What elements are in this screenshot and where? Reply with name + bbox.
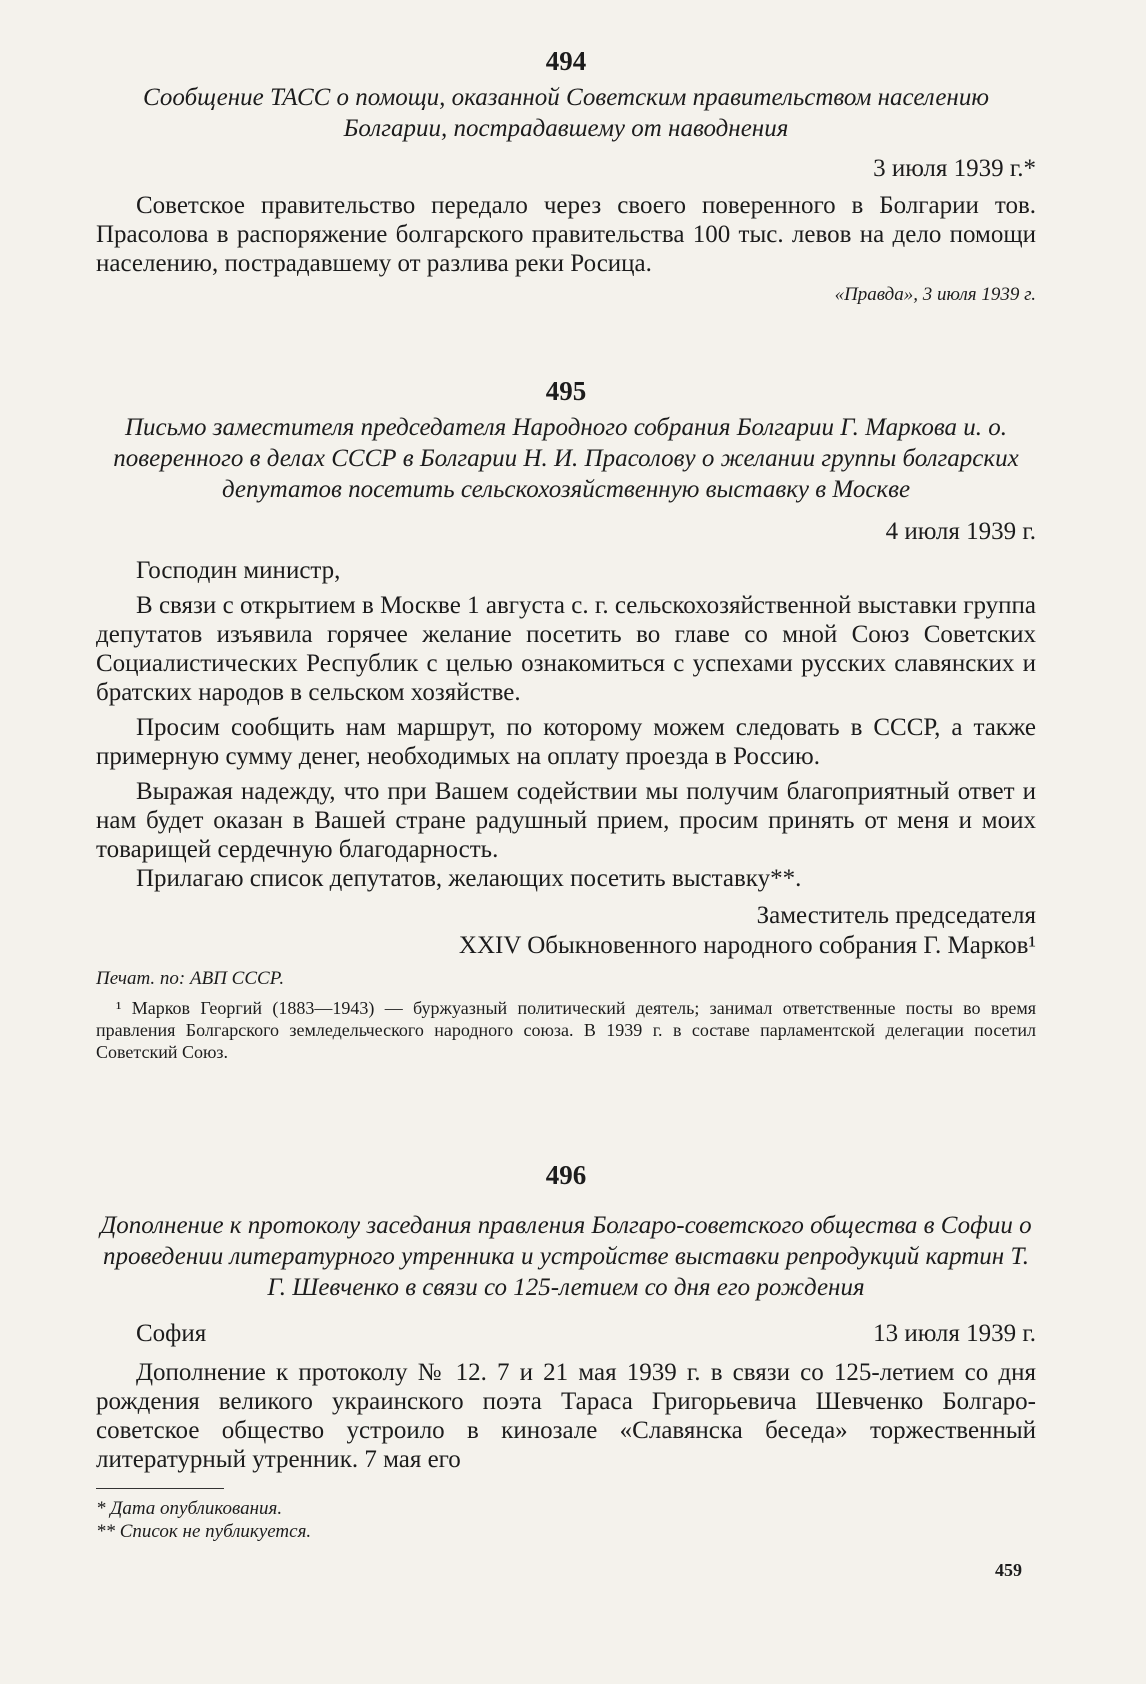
footnote-divider bbox=[96, 1488, 224, 1489]
document-body: Советское правительство передало через своего поверенного в Болгарии тов. Прасолова в распоряжение болгарского правительства 100 тыс. левов на дело помощи населению, пострадавшему от разлива реки Росица. bbox=[96, 192, 1036, 277]
document-title: Сообщение ТАСС о помощи, оказанной Советским правительством населению Болгарии, пострадавшему от наводнения bbox=[143, 84, 989, 142]
letter-salutation: Господин министр, bbox=[136, 557, 341, 584]
footnote-item: ** Список не публикуется. bbox=[96, 1521, 312, 1542]
document-number: 495 bbox=[545, 376, 587, 406]
page-footnotes bbox=[96, 1488, 1036, 1543]
letter-paragraph: В связи с открытием в Москве 1 августа с. г. сельскохозяйственной выставки группа депутатов изъявила горячее желание посетить во главе со мной Союз Советских Социалистических Республик с целью ознакомиться с успехами русских славянских и братских народов в сельском хозяйстве. bbox=[96, 592, 1036, 706]
document-title: Письмо заместителя председателя Народного собрания Болгарии Г. Маркова и. о. поверенного в делах СССР в Болгарии Н. И. Прасолову о желании группы болгарских депутатов посетить сельскохозяйственную выставку в Москве bbox=[113, 414, 1019, 503]
document-date: 13 июля 1939 г. bbox=[873, 1320, 1036, 1347]
document-title: Дополнение к протоколу заседания правления Болгаро-советского общества в Софии о проведении литературного утренника и устройстве выставки репродукций картин Т. Г. Шевченко в связи со 125-летием со дня его рождения bbox=[100, 1212, 1032, 1301]
signature-name: XXIV Обыкновенного народного собрания Г. Марков¹ bbox=[458, 932, 1036, 959]
document-number: 494 bbox=[545, 46, 587, 76]
document-source: «Правда», 3 июля 1939 г. bbox=[834, 284, 1036, 305]
document-date: 3 июля 1939 г.* bbox=[873, 155, 1036, 182]
letter-paragraph: Выражая надежду, что при Вашем содействии мы получим благоприятный ответ и нам будет оказан в Вашей стране радушный прием, просим принять от меня и моих товарищей сердечную благодарность. bbox=[96, 778, 1036, 863]
document-494 bbox=[96, 44, 1036, 308]
footnote-markov: ¹ Марков Георгий (1883—1943) — буржуазный политический деятель; занимал ответственные посты во время правления Болгарского земледельческого народного союза. В 1939 г. в составе парламентской делегации посетил Советский Союз. bbox=[96, 998, 1036, 1062]
document-place: София bbox=[136, 1320, 207, 1347]
place-date-line bbox=[96, 1317, 1036, 1350]
document-date: 4 июля 1939 г. bbox=[885, 518, 1036, 545]
signature-title: Заместитель председателя bbox=[756, 902, 1036, 929]
document-number: 496 bbox=[545, 1160, 587, 1190]
document-495 bbox=[96, 374, 1036, 1063]
footnote-item: * Дата опубликования. bbox=[96, 1498, 283, 1519]
document-496 bbox=[96, 1158, 1036, 1474]
printed-from: Печат. по: АВП СССР. bbox=[96, 968, 285, 989]
document-body: Дополнение к протоколу № 12. 7 и 21 мая 1939 г. в связи со 125-летием со дня рождения великого украинского поэта Тараса Григорьевича Шевченко Болгаро-советское общество устроило в кинозале «Славянска беседа» торжественный литературный утренник. 7 мая его bbox=[96, 1359, 1036, 1473]
letter-paragraph: Прилагаю список депутатов, желающих посетить выставку**. bbox=[136, 865, 802, 892]
letter-paragraph: Просим сообщить нам маршрут, по которому можем следовать в СССР, а также примерную сумму денег, необходимых на оплату проезда в Россию. bbox=[96, 714, 1036, 770]
page-number: 459 bbox=[995, 1560, 1022, 1580]
